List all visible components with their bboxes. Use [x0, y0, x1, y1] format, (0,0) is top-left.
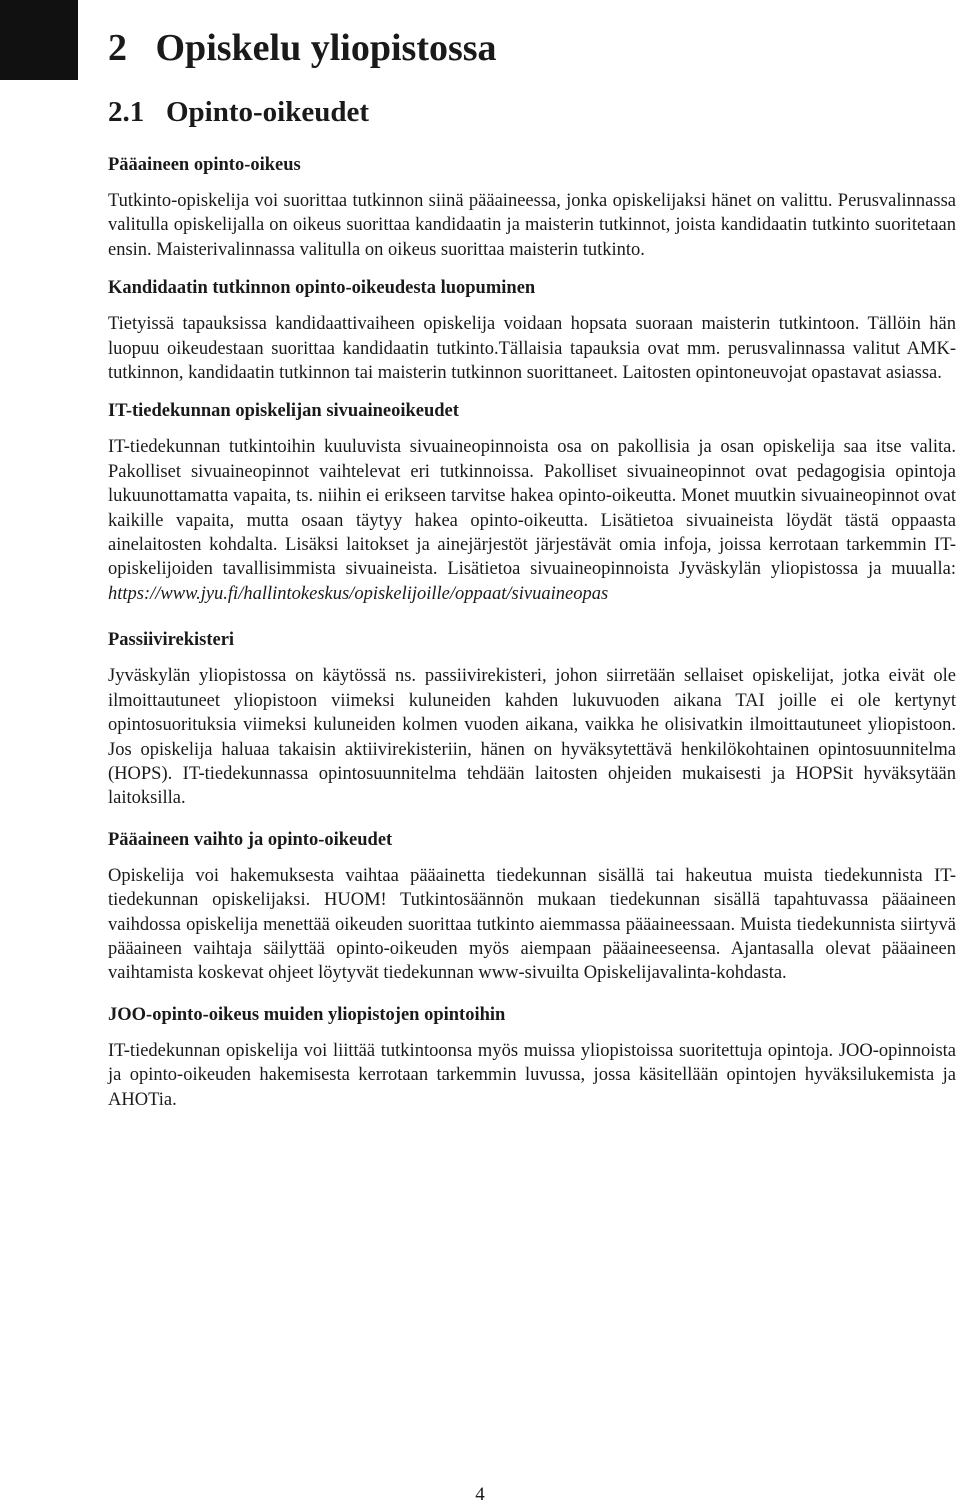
minor-guide-link[interactable]: https://www.jyu.fi/hallintokeskus/opiskelijoille/oppaat/sivuaineopas [108, 583, 609, 604]
chapter-title: Opiskelu yliopistossa [155, 27, 497, 69]
subsection-heading-minor-rights: IT-tiedekunnan opiskelijan sivuaineoikeudet [108, 401, 459, 422]
subsection-heading-major-right: Pääaineen opinto-oikeus [108, 155, 301, 175]
subsection-heading-joo: JOO-opinto-oikeus muiden yliopistojen opintoihin [108, 1004, 506, 1025]
subsection-heading-bachelor-waiver: Kandidaatin tutkinnon opinto-oikeudesta luopuminen [108, 278, 536, 299]
chapter-tab-marker [0, 0, 78, 80]
page-content [108, 22, 956, 1112]
page-number: 4 [475, 1484, 485, 1505]
subsection-text-major-change: Opiskelija voi hakemuksesta vaihtaa pääainetta tiedekunnan sisällä tai hakeutua muista tiedekunnista IT-tiedekunnan opiskelijaksi. HUOM! Tutkintosäännön mukaan tiedekunnan sisällä tapahtuvassa pääaineen vaihdossa opiskelija menettää oikeuden suorittaa tutkinto aiemmassa pääaineessaan. Muista tiedekunnista siirtyvä pääaineen vaihtaja säilyttää opinto-oikeuden myös aiempaan pääaineeseensa. Ajantasalla olevat pääaineen vaihtamista koskevat ohjeet löytyvät tiedekunnan www-sivuilta Opiskelijavalinta-kohdasta. [108, 865, 956, 984]
subsection-text-passive-register: Jyväskylän yliopistossa on käytössä ns. passiivirekisteri, johon siirretään sellaiset opiskelijat, jotka eivät ole ilmoittautuneet yliopistoon viimeksi kuluneiden kahden lukuvuoden aikana TAI joille ei ole kertynyt opintosuorituksia viimeksi kuluneiden kolmen vuoden aikana, vaikka he olisivatkin ilmoittautuneet yliopistoon. Jos opiskelija haluaa takaisin aktiivirekisteriin, hänen on hyväksytettävä henkilökohtainen opintosuunnitelma (HOPS). IT-tiedekunnassa opintosuunnitelma tehdään laitosten ohjeiden mukaisesti ja HOPSit hyväksytään laitoksilla. [108, 666, 956, 809]
section-heading [108, 92, 956, 132]
subsection-text-minor-rights [108, 435, 956, 606]
section-number: 2.1 [108, 96, 145, 128]
subsection-heading-major-change: Pääaineen vaihto ja opinto-oikeudet [108, 829, 393, 850]
subsection-heading-passive-register: Passiivirekisteri [108, 630, 235, 651]
chapter-heading [108, 22, 956, 74]
subsection-text-major-right: Tutkinto-opiskelija voi suorittaa tutkinnon siinä pääaineessa, jonka opiskelijaksi hänet on valittu. Perusvalinnassa valitulla opiskelijalla on oikeus suorittaa kandidaatin ja maisterin tutkinnot, joista kandidaatin tutkinto suoritetaan ensin. Maisterivalinnassa valitulla on oikeus suorittaa maisterin tutkinto. [108, 191, 956, 260]
chapter-number: 2 [108, 27, 127, 69]
minor-rights-text: IT-tiedekunnan tutkintoihin kuuluvista sivuaineopinnoista osa on pakollisia ja osan opiskelija saa itse valita. Pakolliset sivuaineopinnot vaihtelevat eri tutkinnoissa. Pakolliset sivuaineopinnot ovat pedagogisia opintoja lukuunottamatta vapaita, ts. niihin ei erikseen tarvitse hakea opinto-oikeutta. Monet muutkin sivuaineopinnot ovat kaikille vapaita, mutta osaan täytyy hakea opinto-oikeutta. Lisätietoa sivuaineista löydät tästä oppaasta ainelaitosten kohdalta. Lisäksi laitokset ja ainejärjestöt järjestävät omia infoja, joissa kerrotaan tarkemmin IT-opiskelijoiden tavallisimmista sivuaineista. Lisätietoa sivuaineopinnoista Jyväskylän yliopistossa ja muualla: [108, 437, 956, 580]
subsection-text-joo: IT-tiedekunnan opiskelija voi liittää tutkintoonsa myös muissa yliopistoissa suoritettuja opintoja. JOO-opinnoista ja opinto-oikeuden hakemisesta kerrotaan tarkemmin luvussa, jossa käsitellään opintojen hyväksilukemista ja AHOTia. [108, 1040, 956, 1110]
subsection-text-bachelor-waiver: Tietyissä tapauksissa kandidaattivaiheen opiskelija voidaan hopsata suoraan maisterin tutkintoon. Tällöin hän luopuu oikeudestaan suorittaa kandidaatin tutkinto.Tällaisia tapauksia ovat mm. perusvalinnassa valitut AMK-tutkinnon, kandidaatin tutkinnon tai maisterin tutkinnon suorittaneet. Laitosten opintoneuvojat opastavat asiassa. [108, 314, 956, 384]
section-title: Opinto-oikeudet [166, 96, 370, 128]
